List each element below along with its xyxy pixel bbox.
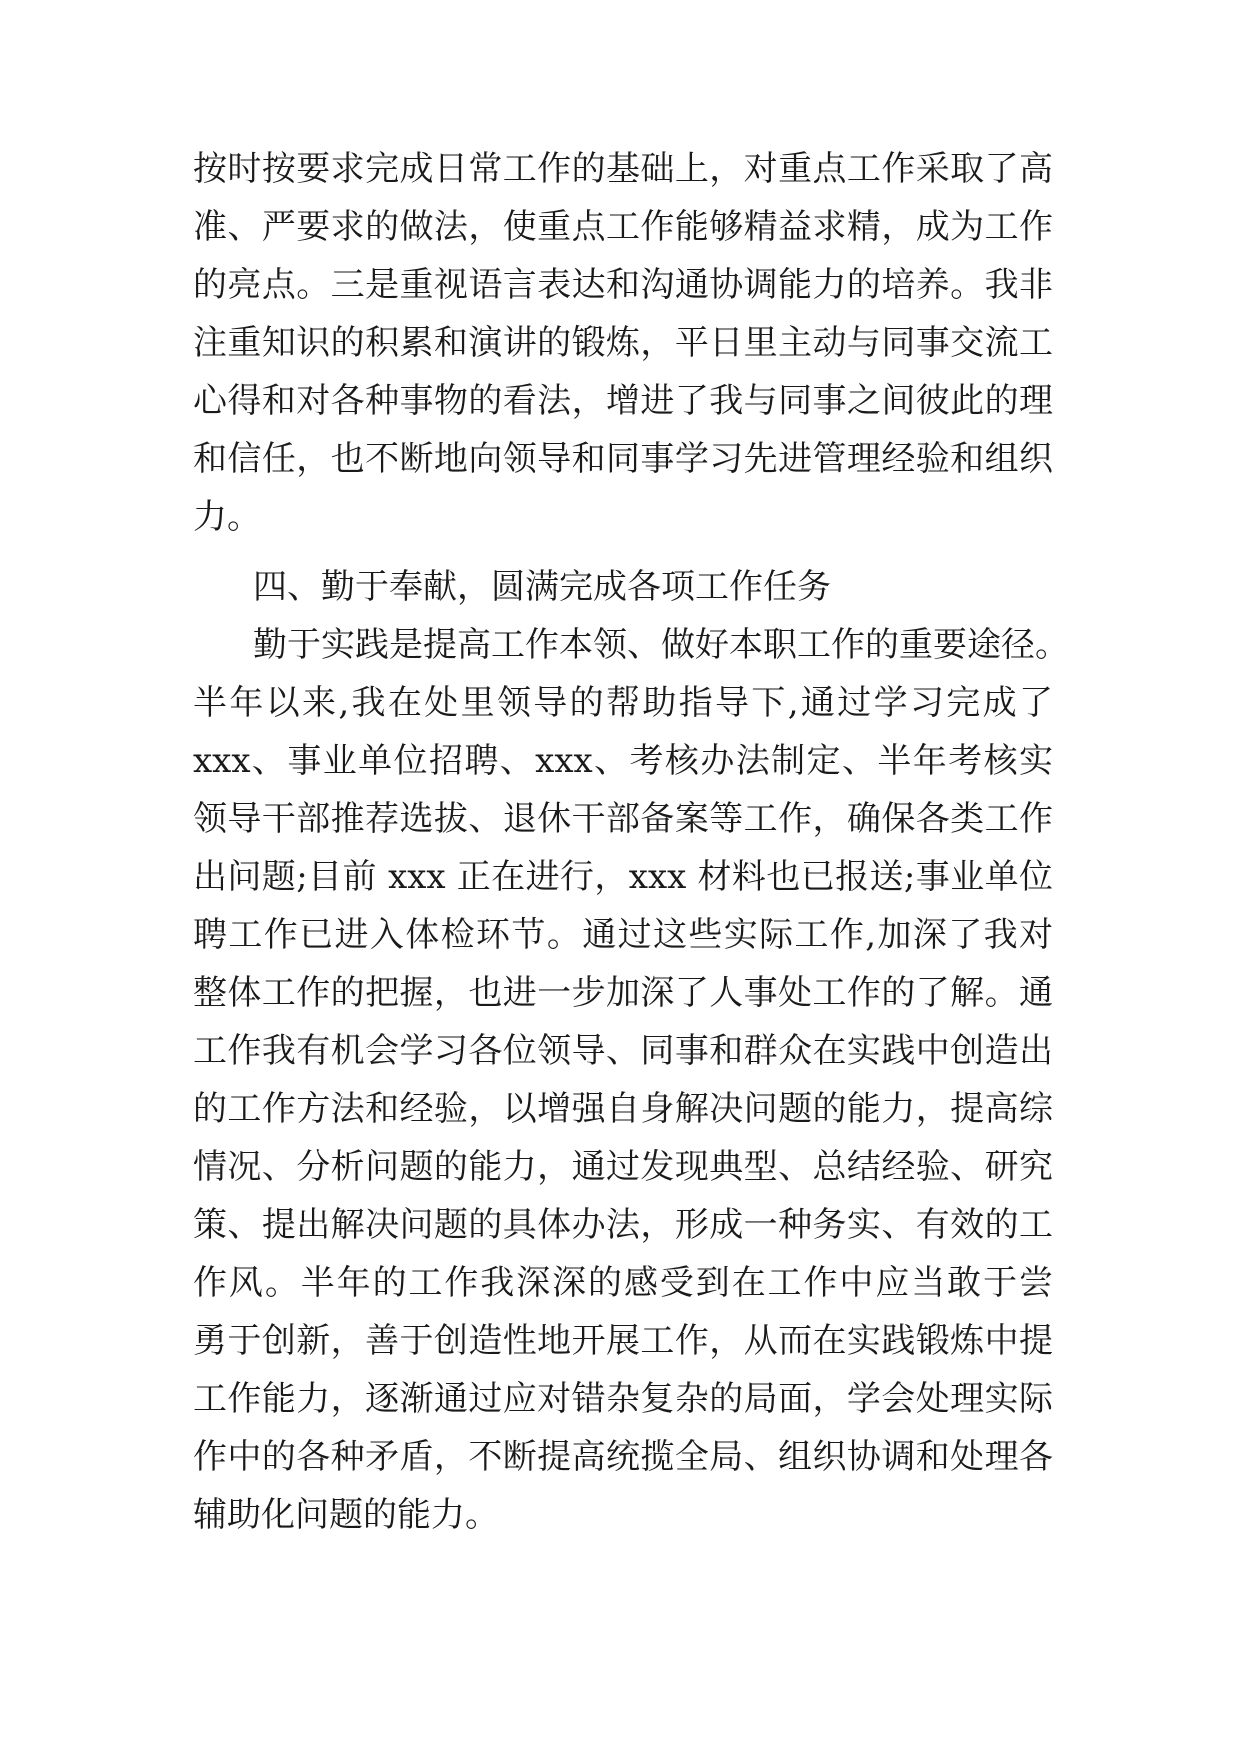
paragraph-line: 的工作方法和经验，以增强自身解决问题的能力，提高综 <box>193 1089 1053 1129</box>
paragraph-line: 领导干部推荐选拔、退休干部备案等工作，确保各类工作 <box>193 799 1053 839</box>
paragraph-line: 和信任，也不断地向领导和同事学习先进管理经验和组织 <box>193 439 1053 479</box>
paragraph-line: 工作我有机会学习各位领导、同事和群众在实践中创造出 <box>193 1031 1053 1071</box>
paragraph-2 <box>193 616 1069 1544</box>
paragraph-line: 勇于创新，善于创造性地开展工作，从而在实践锻炼中提 <box>193 1321 1053 1361</box>
paragraph-1 <box>193 140 1053 546</box>
paragraph-line: 聘工作已进入体检环节。通过这些实际工作,加深了我对 <box>193 915 1053 955</box>
paragraph-line: 注重知识的积累和演讲的锻炼，平日里主动与同事交流工 <box>193 323 1053 363</box>
paragraph-line: 策、提出解决问题的具体办法，形成一种务实、有效的工 <box>193 1205 1053 1245</box>
paragraph-line: 力。 <box>193 497 261 537</box>
paragraph-line: 半年以来,我在处里领导的帮助指导下,通过学习完成了 <box>193 683 1053 723</box>
paragraph-line: 按时按要求完成日常工作的基础上，对重点工作采取了高 <box>193 149 1053 189</box>
paragraph-line: 工作能力，逐渐通过应对错杂复杂的局面，学会处理实际 <box>193 1379 1053 1419</box>
paragraph-line: 辅助化问题的能力。 <box>193 1495 499 1535</box>
paragraph-line: 作中的各种矛盾，不断提高统揽全局、组织协调和处理各 <box>193 1437 1053 1477</box>
paragraph-line: 整体工作的把握，也进一步加深了人事处工作的了解。通 <box>193 973 1053 1013</box>
paragraph-line: 的亮点。三是重视语言表达和沟通协调能力的培养。我非 <box>193 265 1053 305</box>
section-heading <box>193 558 1053 616</box>
paragraph-line: 心得和对各种事物的看法，增进了我与同事之间彼此的理 <box>193 381 1053 421</box>
paragraph-line: 出问题;目前 xxx 正在进行，xxx 材料也已报送;事业单位 <box>193 857 1053 897</box>
paragraph-line: 情况、分析问题的能力，通过发现典型、总结经验、研究 <box>193 1147 1053 1187</box>
section-heading-text: 四、勤于奉献，圆满完成各项工作任务 <box>253 567 831 607</box>
paragraph-line: 准、严要求的做法，使重点工作能够精益求精，成为工作 <box>193 207 1053 247</box>
paragraph-line: xxx、事业单位招聘、xxx、考核办法制定、半年考核实 <box>193 741 1053 781</box>
paragraph-line: 勤于实践是提高工作本领、做好本职工作的重要途径。 <box>253 625 1069 665</box>
paragraph-line: 作风。半年的工作我深深的感受到在工作中应当敢于尝 <box>193 1263 1053 1303</box>
